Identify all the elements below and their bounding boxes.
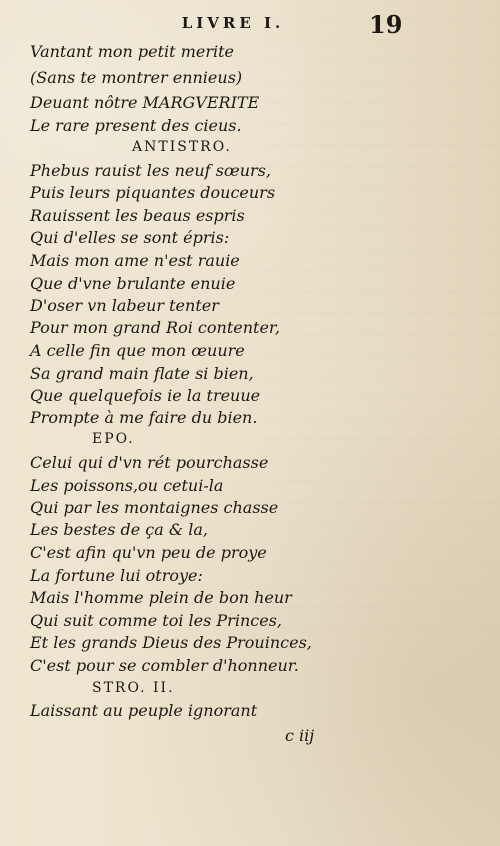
poem-line: Qui par les montaignes chasse xyxy=(30,498,279,517)
poem-line: Que quelquefois ie la treuue xyxy=(30,386,261,405)
poem-line: Et les grands Dieus des Prouinces, xyxy=(30,633,312,652)
poem-line: Mais l'homme plein de bon heur xyxy=(30,588,292,607)
poem-line: Qui d'elles se sont épris: xyxy=(30,228,230,247)
poem-line: Le rare present des cieus. xyxy=(30,116,242,135)
poem-line: Rauissent les beaus espris xyxy=(30,206,245,225)
poem-line: Les bestes de ça & la, xyxy=(30,520,208,539)
poem-line: Sa grand main flate si bien, xyxy=(30,364,254,383)
poem-line: C'est afin qu'vn peu de proye xyxy=(30,543,267,562)
poem-line: (Sans te montrer ennieus) xyxy=(30,68,243,87)
poem-line: Puis leurs piquantes douceurs xyxy=(30,183,276,202)
poem-line: La fortune lui otroye: xyxy=(30,566,203,585)
section-heading: STRO. II. xyxy=(92,680,175,696)
poem-line: Les poissons,ou cetui-la xyxy=(30,476,224,495)
poem-line: Phebus rauist les neuf sœurs, xyxy=(30,161,271,180)
poem-line: Vantant mon petit merite xyxy=(30,42,234,61)
poem-line: Pour mon grand Roi contenter, xyxy=(30,318,280,337)
poem-line: Mais mon ame n'est rauie xyxy=(30,251,240,270)
running-head: LIVRE I. xyxy=(181,14,285,32)
section-heading: ANTISTRO. xyxy=(132,139,232,155)
poem-line: Laissant au peuple ignorant xyxy=(30,701,258,720)
poem-line: Qui suit comme toi les Princes, xyxy=(30,611,282,630)
poem-line: Deuant nôtre MARGVERITE xyxy=(30,93,260,112)
poem-line: D'oser vn labeur tenter xyxy=(30,296,219,315)
page-number: 19 xyxy=(369,10,403,39)
poem-line: Que d'vne brulante enuie xyxy=(30,274,236,293)
poem-line: Celui qui d'vn rét pourchasse xyxy=(30,453,269,472)
poem-line: A celle fin que mon œuure xyxy=(30,341,245,360)
poem-line: C'est pour se combler d'honneur. xyxy=(30,656,299,675)
section-heading: EPO. xyxy=(92,431,135,447)
signature-mark: c iij xyxy=(285,726,315,745)
poem-line: Prompte à me faire du bien. xyxy=(30,408,258,427)
